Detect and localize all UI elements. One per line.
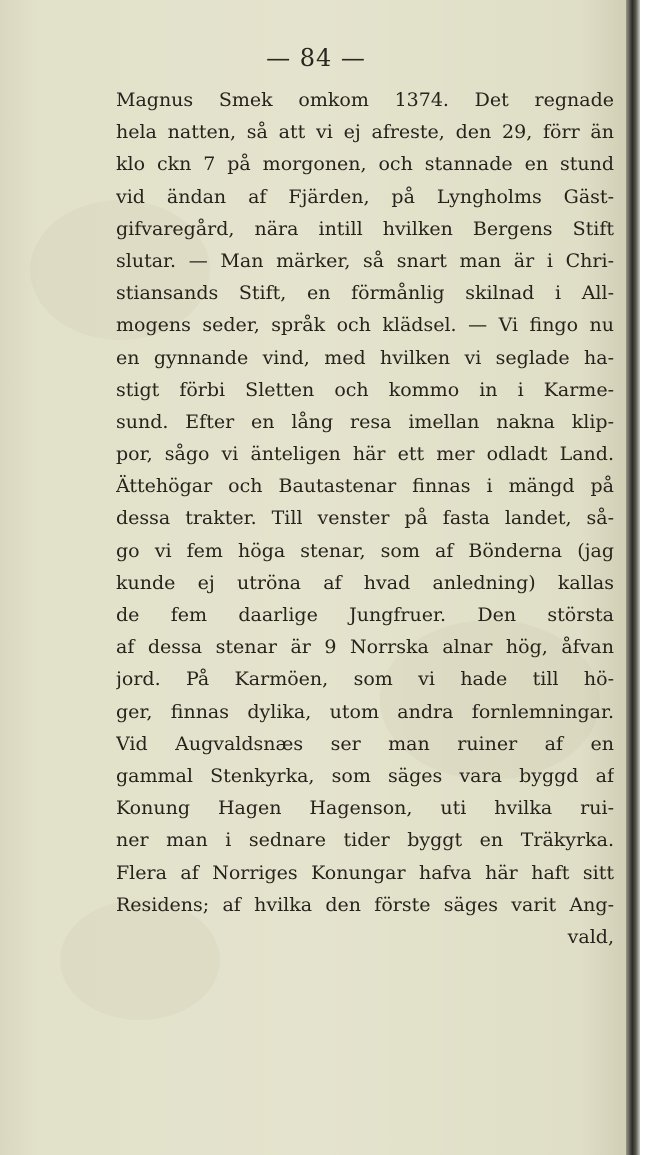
text-line: kunde ej utröna af hvad anledning) kallas xyxy=(116,571,614,594)
text-line: dessa trakter. Till venster på fasta landet, så- xyxy=(116,507,614,530)
text-line: sund. Efter en lång resa imellan nakna klip- xyxy=(116,410,614,433)
text-line: Vid Augvaldsnæs ser man ruiner af en xyxy=(116,732,614,755)
text-line: vid ändan af Fjärden, på Lyngholms Gäst- xyxy=(116,185,614,208)
text-line: gammal Stenkyrka, som säges vara byggd af xyxy=(116,764,614,787)
body-text xyxy=(116,84,614,953)
book-spine-shadow xyxy=(626,0,640,1155)
text-line: Magnus Smek omkom 1374. Det regnade xyxy=(116,89,614,111)
text-line: slutar. — Man märker, så snart man är i Chri- xyxy=(116,249,614,272)
text-line: jord. På Karmöen, som vi hade till hö- xyxy=(116,668,614,691)
text-line: mogens seder, språk och klädsel. — Vi fingo nu xyxy=(116,314,614,337)
text-line-last: vald, xyxy=(567,925,614,948)
text-line: af dessa stenar är 9 Norrska alnar hög, åfvan xyxy=(116,636,614,659)
text-line: Residens; af hvilka den förste säges varit Ang- xyxy=(116,893,614,916)
text-line: ger, finnas dylika, utom andra fornlemningar. xyxy=(116,700,614,723)
text-line: Ättehögar och Bautastenar finnas i mängd på xyxy=(116,475,614,498)
text-line: stiansands Stift, en förmånlig skilnad i All- xyxy=(116,282,614,305)
page-number: — 84 — xyxy=(266,44,366,72)
text-line: Konung Hagen Hagenson, uti hvilka rui- xyxy=(116,797,614,820)
text-line: hela natten, så att vi ej afreste, den 29, förr än xyxy=(116,121,614,144)
text-line: stigt förbi Sletten och kommo in i Karme- xyxy=(116,378,614,401)
text-line: por, sågo vi änteligen här ett mer odladt Land. xyxy=(116,443,614,466)
text-line: Flera af Norriges Konungar hafva här haft sitt xyxy=(116,861,614,884)
text-line: klo ckn 7 på morgonen, och stannade en stund xyxy=(116,153,614,176)
text-line: ner man i sednare tider byggt en Träkyrka. xyxy=(116,829,614,852)
text-line: de fem daarlige Jungfruer. Den största xyxy=(116,604,614,626)
text-line: gifvaregård, nära intill hvilken Bergens Stift xyxy=(116,217,614,240)
text-line: go vi fem höga stenar, som af Bönderna (jag xyxy=(116,539,614,562)
text-line: en gynnande vind, med hvilken vi seglade ha- xyxy=(116,346,614,369)
